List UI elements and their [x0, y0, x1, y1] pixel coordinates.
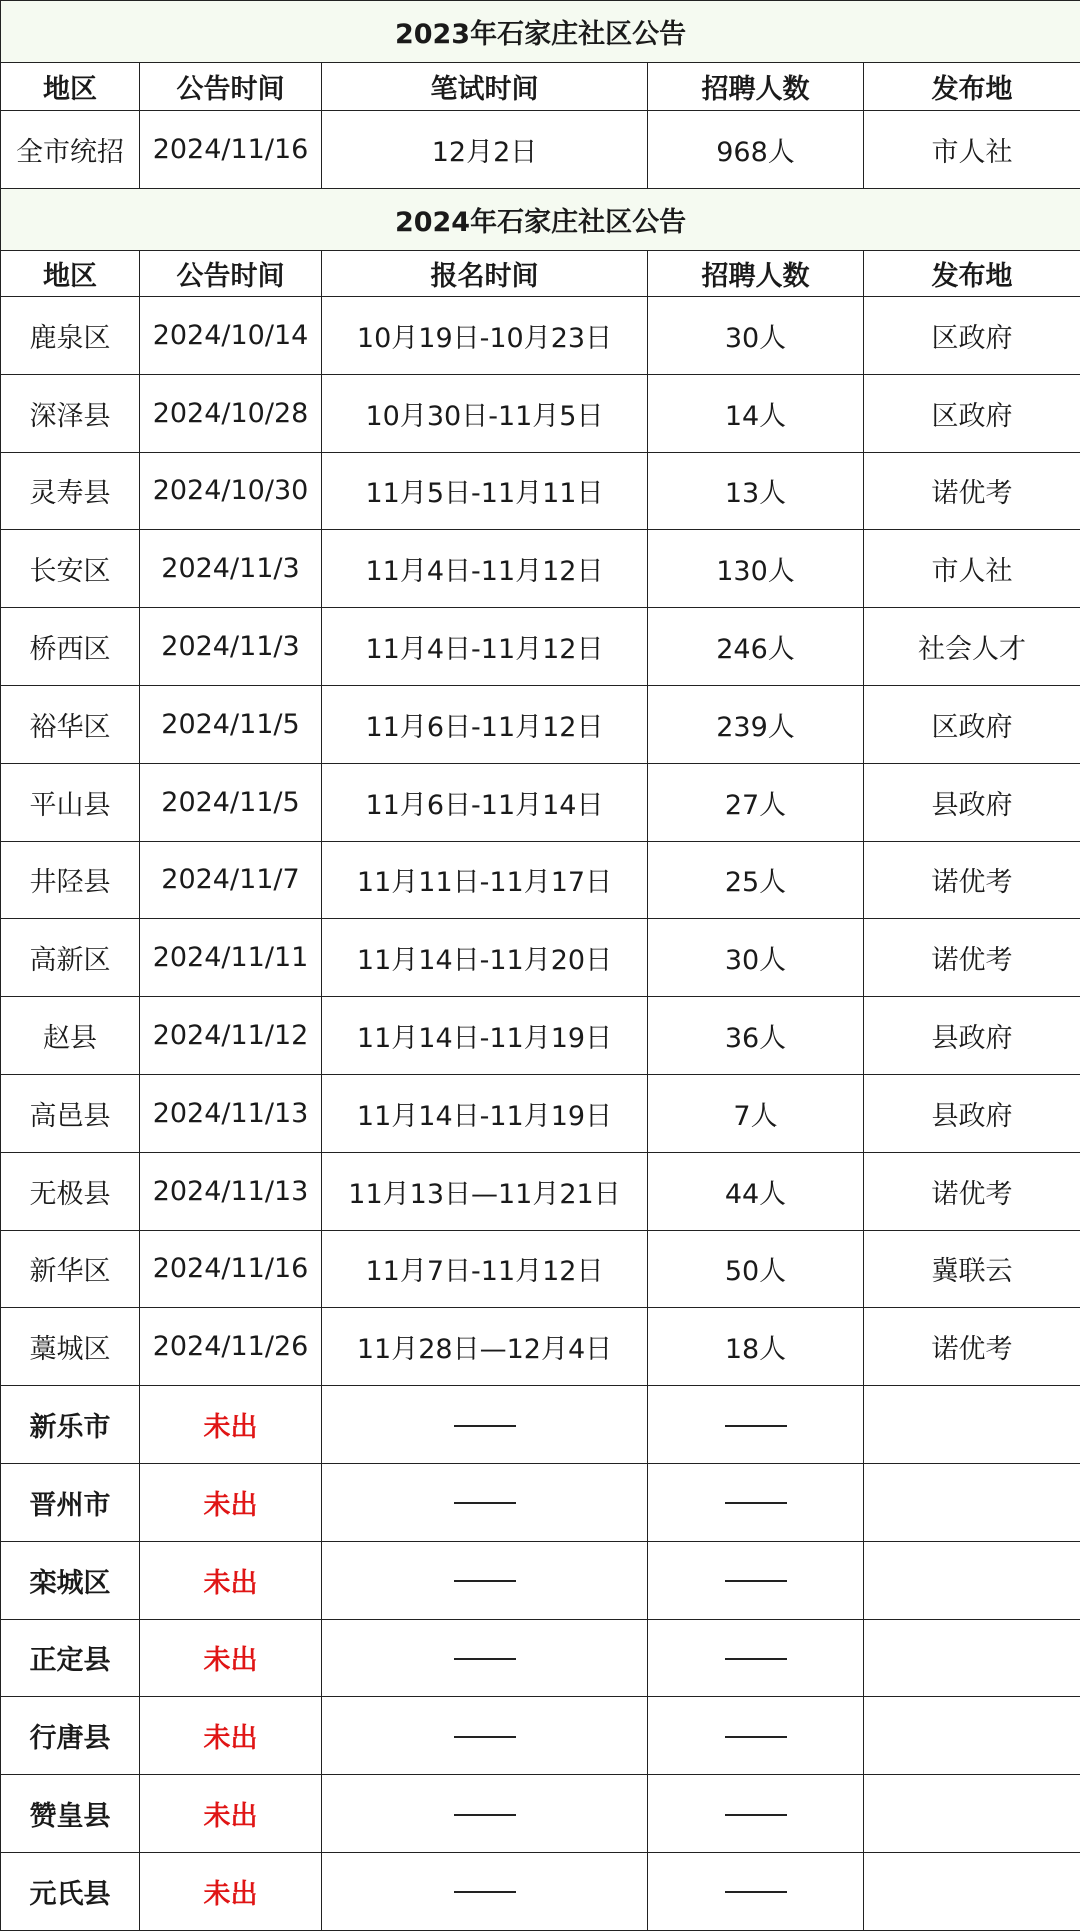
pending-status-badge: 未出	[140, 1386, 322, 1464]
region-cell: 裕华区	[1, 685, 140, 763]
region-cell: 无极县	[1, 1152, 140, 1230]
headcount-cell: 44人	[648, 1152, 864, 1230]
region-cell: 平山县	[1, 763, 140, 841]
dash-placeholder	[454, 1891, 516, 1893]
publisher-cell	[864, 1619, 1080, 1697]
schedule-cell	[322, 1697, 648, 1775]
dash-placeholder	[454, 1502, 516, 1504]
publisher-cell: 县政府	[864, 763, 1080, 841]
headcount-cell: 968人	[648, 111, 864, 189]
publisher-cell: 诺优考	[864, 1152, 1080, 1230]
pending-row	[1, 1463, 1080, 1541]
table-row	[1, 1308, 1080, 1386]
pending-status-badge: 未出	[140, 1619, 322, 1697]
publisher-cell	[864, 1852, 1080, 1930]
announce-date-cell: 2024/11/5	[140, 763, 322, 841]
schedule-cell: 11月6日-11月14日	[322, 763, 648, 841]
announce-date-cell: 2024/11/3	[140, 608, 322, 686]
headcount-cell: 50人	[648, 1230, 864, 1308]
announce-date-cell: 2024/11/12	[140, 997, 322, 1075]
announce-date-cell: 2024/11/16	[140, 111, 322, 189]
region-cell: 赞皇县	[1, 1775, 140, 1853]
column-header: 报名时间	[322, 251, 648, 297]
publisher-cell: 冀联云	[864, 1230, 1080, 1308]
table-row	[1, 374, 1080, 452]
region-cell: 新乐市	[1, 1386, 140, 1464]
pending-status-badge: 未出	[140, 1852, 322, 1930]
schedule-cell: 10月30日-11月5日	[322, 374, 648, 452]
column-header: 公告时间	[140, 63, 322, 111]
title-row-2023	[1, 1, 1080, 63]
dash-placeholder	[454, 1580, 516, 1582]
header-row-2023	[1, 63, 1080, 111]
publisher-cell: 诺优考	[864, 919, 1080, 997]
publisher-cell	[864, 1463, 1080, 1541]
region-cell: 栾城区	[1, 1541, 140, 1619]
region-cell: 高新区	[1, 919, 140, 997]
headcount-cell: 27人	[648, 763, 864, 841]
region-cell: 藁城区	[1, 1308, 140, 1386]
headcount-cell: 130人	[648, 530, 864, 608]
dash-placeholder	[725, 1658, 787, 1660]
region-cell: 长安区	[1, 530, 140, 608]
dash-placeholder	[454, 1658, 516, 1660]
announce-date-cell: 2024/10/28	[140, 374, 322, 452]
table-row	[1, 997, 1080, 1075]
column-header: 笔试时间	[322, 63, 648, 111]
publisher-cell: 区政府	[864, 374, 1080, 452]
schedule-cell	[322, 1619, 648, 1697]
publisher-cell: 区政府	[864, 685, 1080, 763]
schedule-cell	[322, 1541, 648, 1619]
headcount-cell	[648, 1386, 864, 1464]
publisher-cell: 县政府	[864, 1074, 1080, 1152]
announce-date-cell: 2024/11/7	[140, 841, 322, 919]
table-row	[1, 1230, 1080, 1308]
headcount-cell: 13人	[648, 452, 864, 530]
pending-row	[1, 1852, 1080, 1930]
pending-status-badge: 未出	[140, 1463, 322, 1541]
dash-placeholder	[725, 1891, 787, 1893]
dash-placeholder	[725, 1814, 787, 1816]
table-row	[1, 919, 1080, 997]
region-cell: 正定县	[1, 1619, 140, 1697]
schedule-cell: 11月14日-11月20日	[322, 919, 648, 997]
schedule-cell: 10月19日-10月23日	[322, 297, 648, 375]
headcount-cell: 30人	[648, 919, 864, 997]
region-cell: 鹿泉区	[1, 297, 140, 375]
table-row	[1, 1074, 1080, 1152]
region-cell: 深泽县	[1, 374, 140, 452]
pending-row	[1, 1619, 1080, 1697]
publisher-cell: 诺优考	[864, 1308, 1080, 1386]
region-cell: 赵县	[1, 997, 140, 1075]
region-cell: 新华区	[1, 1230, 140, 1308]
headcount-cell: 246人	[648, 608, 864, 686]
announce-date-cell: 2024/11/3	[140, 530, 322, 608]
schedule-cell	[322, 1775, 648, 1853]
dash-placeholder	[454, 1736, 516, 1738]
pending-row	[1, 1775, 1080, 1853]
publisher-cell: 社会人才	[864, 608, 1080, 686]
dash-placeholder	[725, 1580, 787, 1582]
schedule-cell: 11月4日-11月12日	[322, 608, 648, 686]
schedule-cell: 11月14日-11月19日	[322, 1074, 648, 1152]
region-cell: 行唐县	[1, 1697, 140, 1775]
schedule-cell: 11月28日—12月4日	[322, 1308, 648, 1386]
schedule-cell	[322, 1463, 648, 1541]
publisher-cell	[864, 1541, 1080, 1619]
table-title-2024: 2024年石家庄社区公告	[1, 189, 1080, 251]
publisher-cell: 诺优考	[864, 452, 1080, 530]
headcount-cell	[648, 1852, 864, 1930]
region-cell: 桥西区	[1, 608, 140, 686]
publisher-cell: 县政府	[864, 997, 1080, 1075]
table-row	[1, 1152, 1080, 1230]
announce-date-cell: 2024/11/11	[140, 919, 322, 997]
schedule-cell	[322, 1386, 648, 1464]
column-header: 招聘人数	[648, 251, 864, 297]
schedule-cell: 12月2日	[322, 111, 648, 189]
announce-date-cell: 2024/11/13	[140, 1152, 322, 1230]
headcount-cell: 239人	[648, 685, 864, 763]
headcount-cell	[648, 1541, 864, 1619]
table-row	[1, 841, 1080, 919]
schedule-cell: 11月4日-11月12日	[322, 530, 648, 608]
pending-row	[1, 1386, 1080, 1464]
announce-date-cell: 2024/11/13	[140, 1074, 322, 1152]
table-row	[1, 452, 1080, 530]
headcount-cell: 18人	[648, 1308, 864, 1386]
pending-status-badge: 未出	[140, 1775, 322, 1853]
pending-status-badge: 未出	[140, 1541, 322, 1619]
schedule-cell: 11月11日-11月17日	[322, 841, 648, 919]
publisher-cell: 区政府	[864, 297, 1080, 375]
dash-placeholder	[725, 1736, 787, 1738]
schedule-cell: 11月6日-11月12日	[322, 685, 648, 763]
headcount-cell: 14人	[648, 374, 864, 452]
column-header: 地区	[1, 63, 140, 111]
region-cell: 晋州市	[1, 1463, 140, 1541]
region-cell: 灵寿县	[1, 452, 140, 530]
region-cell: 井陉县	[1, 841, 140, 919]
column-header: 发布地	[864, 251, 1080, 297]
table-row	[1, 530, 1080, 608]
publisher-cell	[864, 1697, 1080, 1775]
headcount-cell: 36人	[648, 997, 864, 1075]
pending-status-badge: 未出	[140, 1697, 322, 1775]
announce-date-cell: 2024/10/30	[140, 452, 322, 530]
table-title-2023: 2023年石家庄社区公告	[1, 1, 1080, 63]
publisher-cell: 诺优考	[864, 841, 1080, 919]
announce-date-cell: 2024/11/5	[140, 685, 322, 763]
region-cell: 高邑县	[1, 1074, 140, 1152]
schedule-cell: 11月13日—11月21日	[322, 1152, 648, 1230]
table-row	[1, 111, 1080, 189]
pending-row	[1, 1697, 1080, 1775]
headcount-cell: 30人	[648, 297, 864, 375]
region-cell: 全市统招	[1, 111, 140, 189]
headcount-cell	[648, 1697, 864, 1775]
dash-placeholder	[725, 1502, 787, 1504]
column-header: 地区	[1, 251, 140, 297]
column-header: 发布地	[864, 63, 1080, 111]
dash-placeholder	[454, 1425, 516, 1427]
table-row	[1, 685, 1080, 763]
schedule-cell	[322, 1852, 648, 1930]
headcount-cell: 25人	[648, 841, 864, 919]
publisher-cell: 市人社	[864, 530, 1080, 608]
dash-placeholder	[725, 1425, 787, 1427]
schedule-cell: 11月7日-11月12日	[322, 1230, 648, 1308]
region-cell: 元氏县	[1, 1852, 140, 1930]
headcount-cell	[648, 1463, 864, 1541]
header-row-2024	[1, 251, 1080, 297]
column-header: 公告时间	[140, 251, 322, 297]
headcount-cell	[648, 1619, 864, 1697]
schedule-cell: 11月14日-11月19日	[322, 997, 648, 1075]
table-row	[1, 763, 1080, 841]
publisher-cell: 市人社	[864, 111, 1080, 189]
dash-placeholder	[454, 1814, 516, 1816]
announce-date-cell: 2024/11/16	[140, 1230, 322, 1308]
schedule-cell: 11月5日-11月11日	[322, 452, 648, 530]
table-row	[1, 297, 1080, 375]
announce-date-cell: 2024/11/26	[140, 1308, 322, 1386]
headcount-cell: 7人	[648, 1074, 864, 1152]
pending-row	[1, 1541, 1080, 1619]
column-header: 招聘人数	[648, 63, 864, 111]
headcount-cell	[648, 1775, 864, 1853]
publisher-cell	[864, 1386, 1080, 1464]
announce-date-cell: 2024/10/14	[140, 297, 322, 375]
title-row-2024	[1, 189, 1080, 251]
table-row	[1, 608, 1080, 686]
publisher-cell	[864, 1775, 1080, 1853]
